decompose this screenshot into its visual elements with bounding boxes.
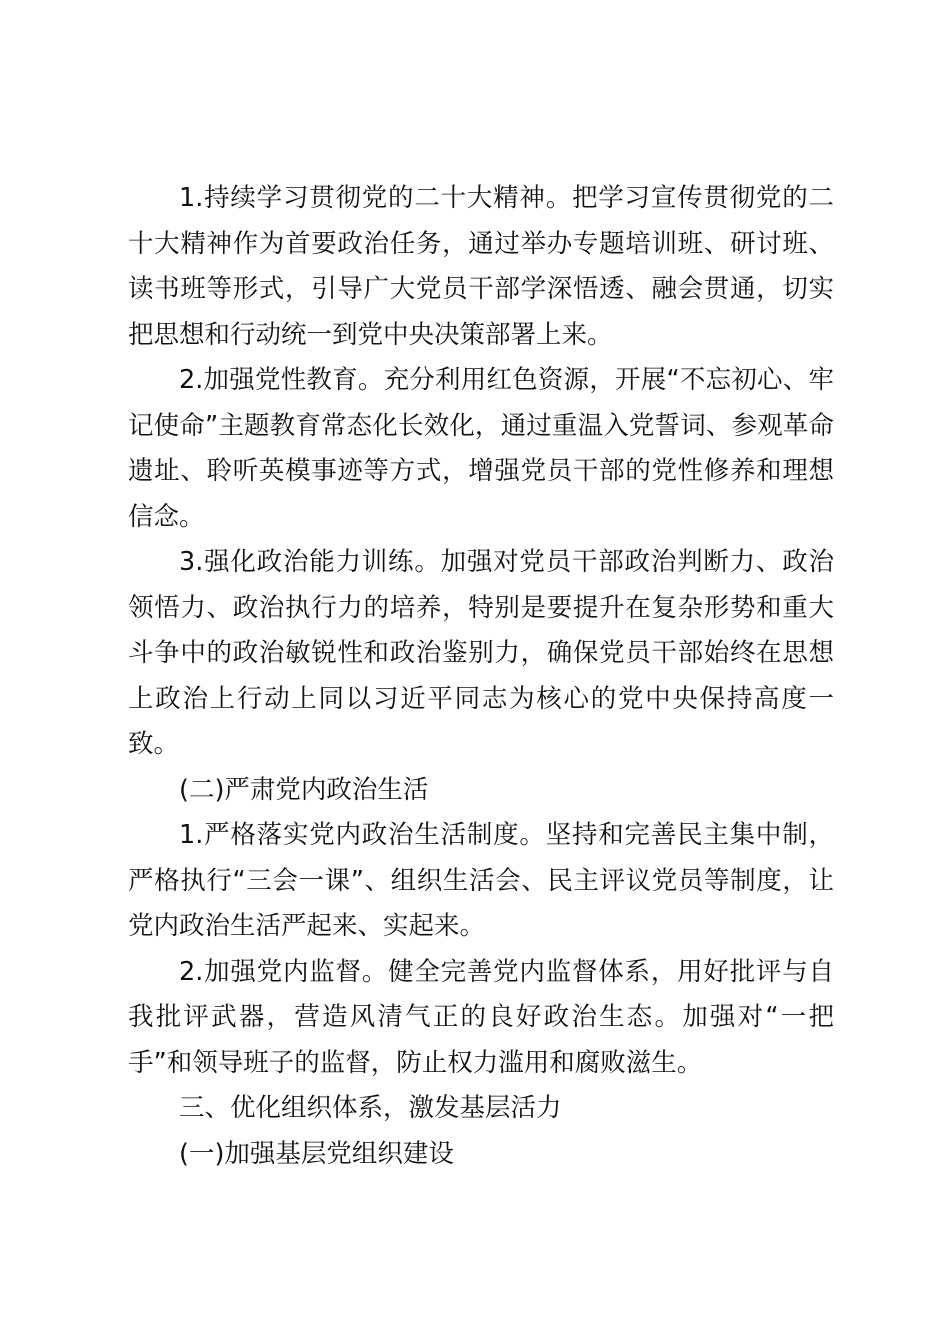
chapter-heading-3: 三、优化组织体系，激发基层活力 — [179, 1093, 562, 1123]
paragraph-1: 1.持续学习贯彻党的二十大精神。把学习宣传贯彻党的二十大精神作为首要政治任务，通过举办专题培训班、研讨班、读书班等形式，引导广大党员干部学深悟透、融会贯通，切实把思想和行动统一到党中央决策部署上来。 — [128, 183, 834, 350]
paragraph-4: 1.严格落实党内政治生活制度。坚持和完善民主集中制，严格执行“三会一课”、组织生活会、民主评议党员等制度，让党内政治生活严起来、实起来。 — [128, 820, 834, 941]
paragraph-3: 3.强化政治能力训练。加强对党员干部政治判断力、政治领悟力、政治执行力的培养，特别是要提升在复杂形势和重大斗争中的政治敏锐性和政治鉴别力，确保党员干部始终在思想上政治上行动上同以习近平同志为核心的党中央保持高度一致。 — [128, 547, 834, 759]
document-body — [128, 176, 834, 1177]
section-heading-2: (二)严肃党内政治生活 — [179, 774, 429, 805]
section-heading-1: (一)加强基层党组织建设 — [179, 1138, 454, 1169]
paragraph-5: 2.加强党内监督。健全完善党内监督体系，用好批评与自我批评武器，营造风清气正的良好政治生态。加强对“一把手”和领导班子的监督，防止权力滥用和腐败滋生。 — [128, 956, 834, 1078]
paragraph-2: 2.加强党性教育。充分利用红色资源，开展“不忘初心、牢记使命”主题教育常态化长效化，通过重温入党誓词、参观革命遗址、聆听英模事迹等方式，增强党员干部的党性修养和理想信念。 — [128, 365, 834, 532]
